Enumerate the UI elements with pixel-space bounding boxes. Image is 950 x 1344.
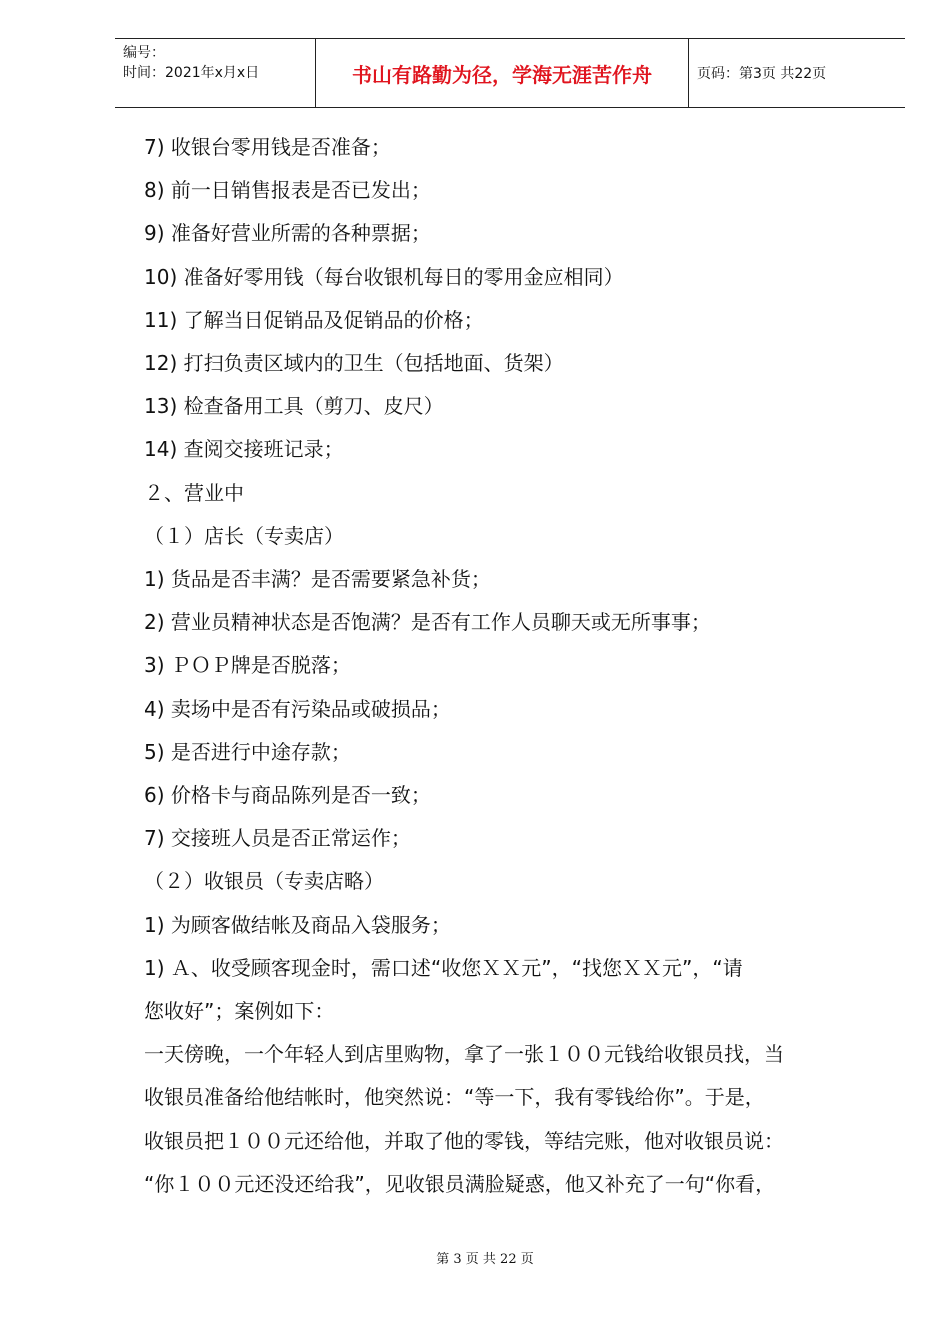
header-meta [115, 39, 315, 107]
text-line: 14) 查阅交接班记录； [144, 437, 344, 462]
section-heading: ２、营业中 [144, 480, 244, 505]
text-line: 5) 是否进行中途存款； [144, 739, 351, 764]
text-line: 收银员把１００元还给他，并取了他的零钱，等结完账，他对收银员说： [144, 1128, 784, 1153]
text-line: 8) 前一日销售报表是否已发出； [144, 178, 431, 203]
text-line: 6) 价格卡与商品陈列是否一致； [144, 783, 431, 808]
header-page-info: 页码：第3页 共22页 [697, 66, 827, 82]
text-line: 1) 货品是否丰满？是否需要紧急补货； [144, 567, 491, 592]
text-line: 您收好”；案例如下： [144, 999, 335, 1024]
subsection-heading: （２）收银员（专卖店略） [144, 869, 384, 894]
text-line: 1) Ａ、收受顾客现金时，需口述“收您ＸＸ元”，“找您ＸＸ元”，“请 [144, 955, 743, 980]
text-line: 3) ＰＯＰ牌是否脱落； [144, 653, 351, 678]
text-line: 12) 打扫负责区域内的卫生（包括地面、货架） [144, 351, 564, 376]
time-label: 时间：2021年x月x日 [123, 65, 260, 81]
text-line: “你１００元还没还给我”，见收银员满脸疑惑，他又补充了一句“你看， [144, 1171, 776, 1196]
text-line: 1) 为顾客做结帐及商品入袋服务； [144, 912, 451, 937]
text-line: 2) 营业员精神状态是否饱满？是否有工作人员聊天或无所事事； [144, 610, 711, 635]
text-line: 10) 准备好零用钱（每台收银机每日的零用金应相同） [144, 264, 624, 289]
text-line: 9) 准备好营业所需的各种票据； [144, 221, 431, 246]
text-line: 一天傍晚，一个年轻人到店里购物，拿了一张１００元钱给收银员找，当 [144, 1042, 784, 1067]
code-label: 编号： [123, 45, 165, 61]
subsection-heading: （１）店长（专卖店） [144, 523, 344, 548]
text-line: 收银员准备给他结帐时，他突然说：“等一下，我有零钱给你”。于是， [144, 1085, 765, 1110]
text-line: 7) 收银台零用钱是否准备； [144, 135, 391, 159]
page-footer: 第 3 页 共 22 页 [436, 1252, 534, 1267]
text-line: 11) 了解当日促销品及促销品的价格； [144, 307, 484, 332]
page-header [115, 38, 905, 108]
text-line: 13) 检查备用工具（剪刀、皮尺） [144, 394, 444, 419]
text-line: 4) 卖场中是否有污染品或破损品； [144, 696, 451, 721]
text-line: 7) 交接班人员是否正常运作； [144, 826, 411, 851]
header-motto: 书山有路勤为径，学海无涯苦作舟 [315, 39, 689, 107]
document-body [144, 126, 874, 1206]
